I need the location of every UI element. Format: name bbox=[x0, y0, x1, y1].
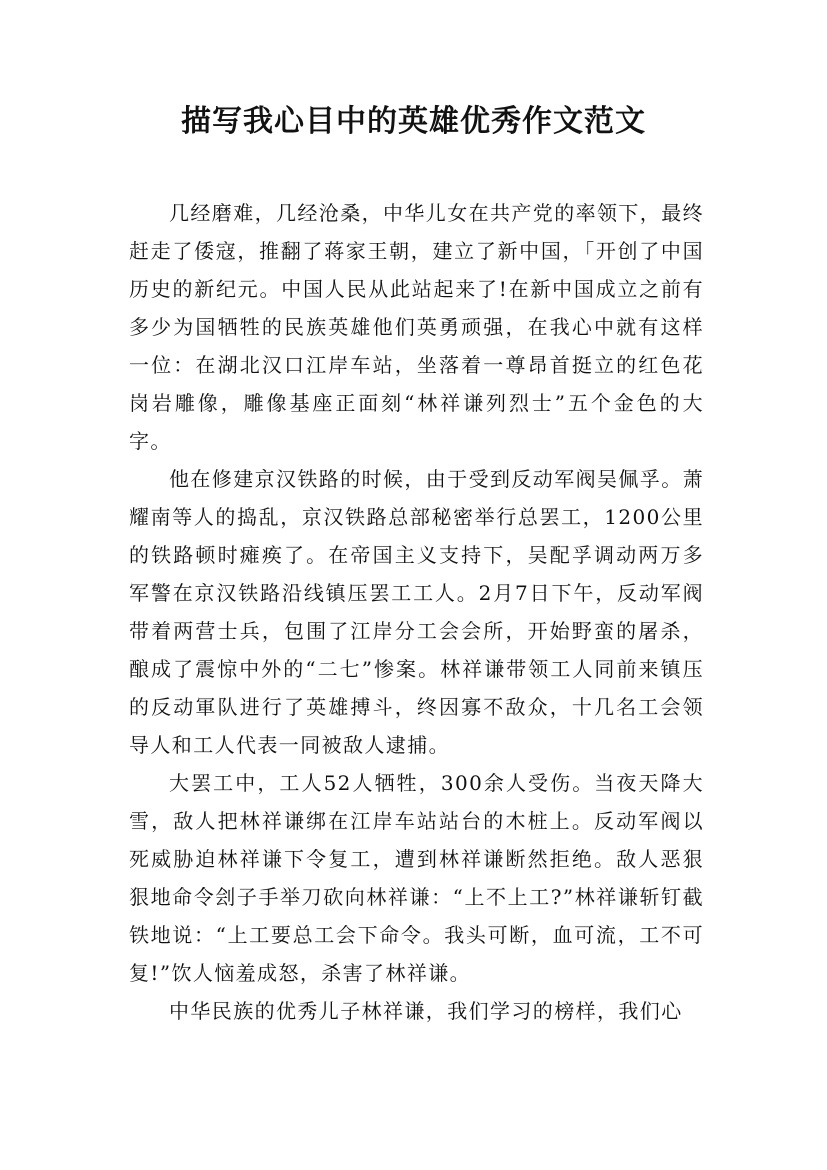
document-body bbox=[129, 194, 704, 1030]
paragraph: 几经磨难，几经沧桑，中华儿女在共产党的率领下，最终赶走了倭寇，推翻了蒋家王朝，建立了新中国，「开创了中国历史的新纪元。中国人民从此站起来了!在新中国成立之前有多少为国牺牲的民族英雄他们英勇顽强，在我心中就有这样一位：在湖北汉口江岸车站，坐落着一尊昂首挺立的红色花岗岩雕像，雕像基座正面刻“林祥谦列烈士”五个金色的大字。 bbox=[129, 201, 704, 453]
paragraph: 大罢工中，工人52人牺牲，300余人受伤。当夜天降大雪，敌人把林祥谦绑在江岸车站站台的木桩上。反动军阀以死威胁迫林祥谦下令复工，遭到林祥谦断然拒绝。敌人恶狠狠地命令刽子手举刀砍向林祥谦：“上不上工?”林祥谦斩钉截铁地说：“上工要总工会下命令。我头可断，血可流，工不可复!”饮人恼羞成怒，杀害了林祥谦。 bbox=[129, 771, 704, 985]
paragraph: 他在修建京汉铁路的时候，由于受到反动军阀吴佩孚。萧耀南等人的捣乱，京汉铁路总部秘密举行总罢工，1200公里的铁路顿时瘫痪了。在帝国主义支持下，吴配孚调动两万多军警在京汉铁路沿线镇压罢工工人。2月7日下午，反动军阀带着两营士兵，包围了江岸分工会会所，开始野蛮的屠杀，酿成了震惊中外的“二七”惨案。林祥谦带领工人同前来镇压的反动軍队进行了英雄搏斗，终因寡不敌众，十几名工会领导人和工人代表一同被敌人逮捕。 bbox=[129, 467, 704, 757]
document-title: 描写我心目中的英雄优秀作文范文 bbox=[181, 104, 646, 139]
paragraph: 中华民族的优秀儿子林祥谦，我们学习的榜样，我们心 bbox=[169, 999, 683, 1023]
